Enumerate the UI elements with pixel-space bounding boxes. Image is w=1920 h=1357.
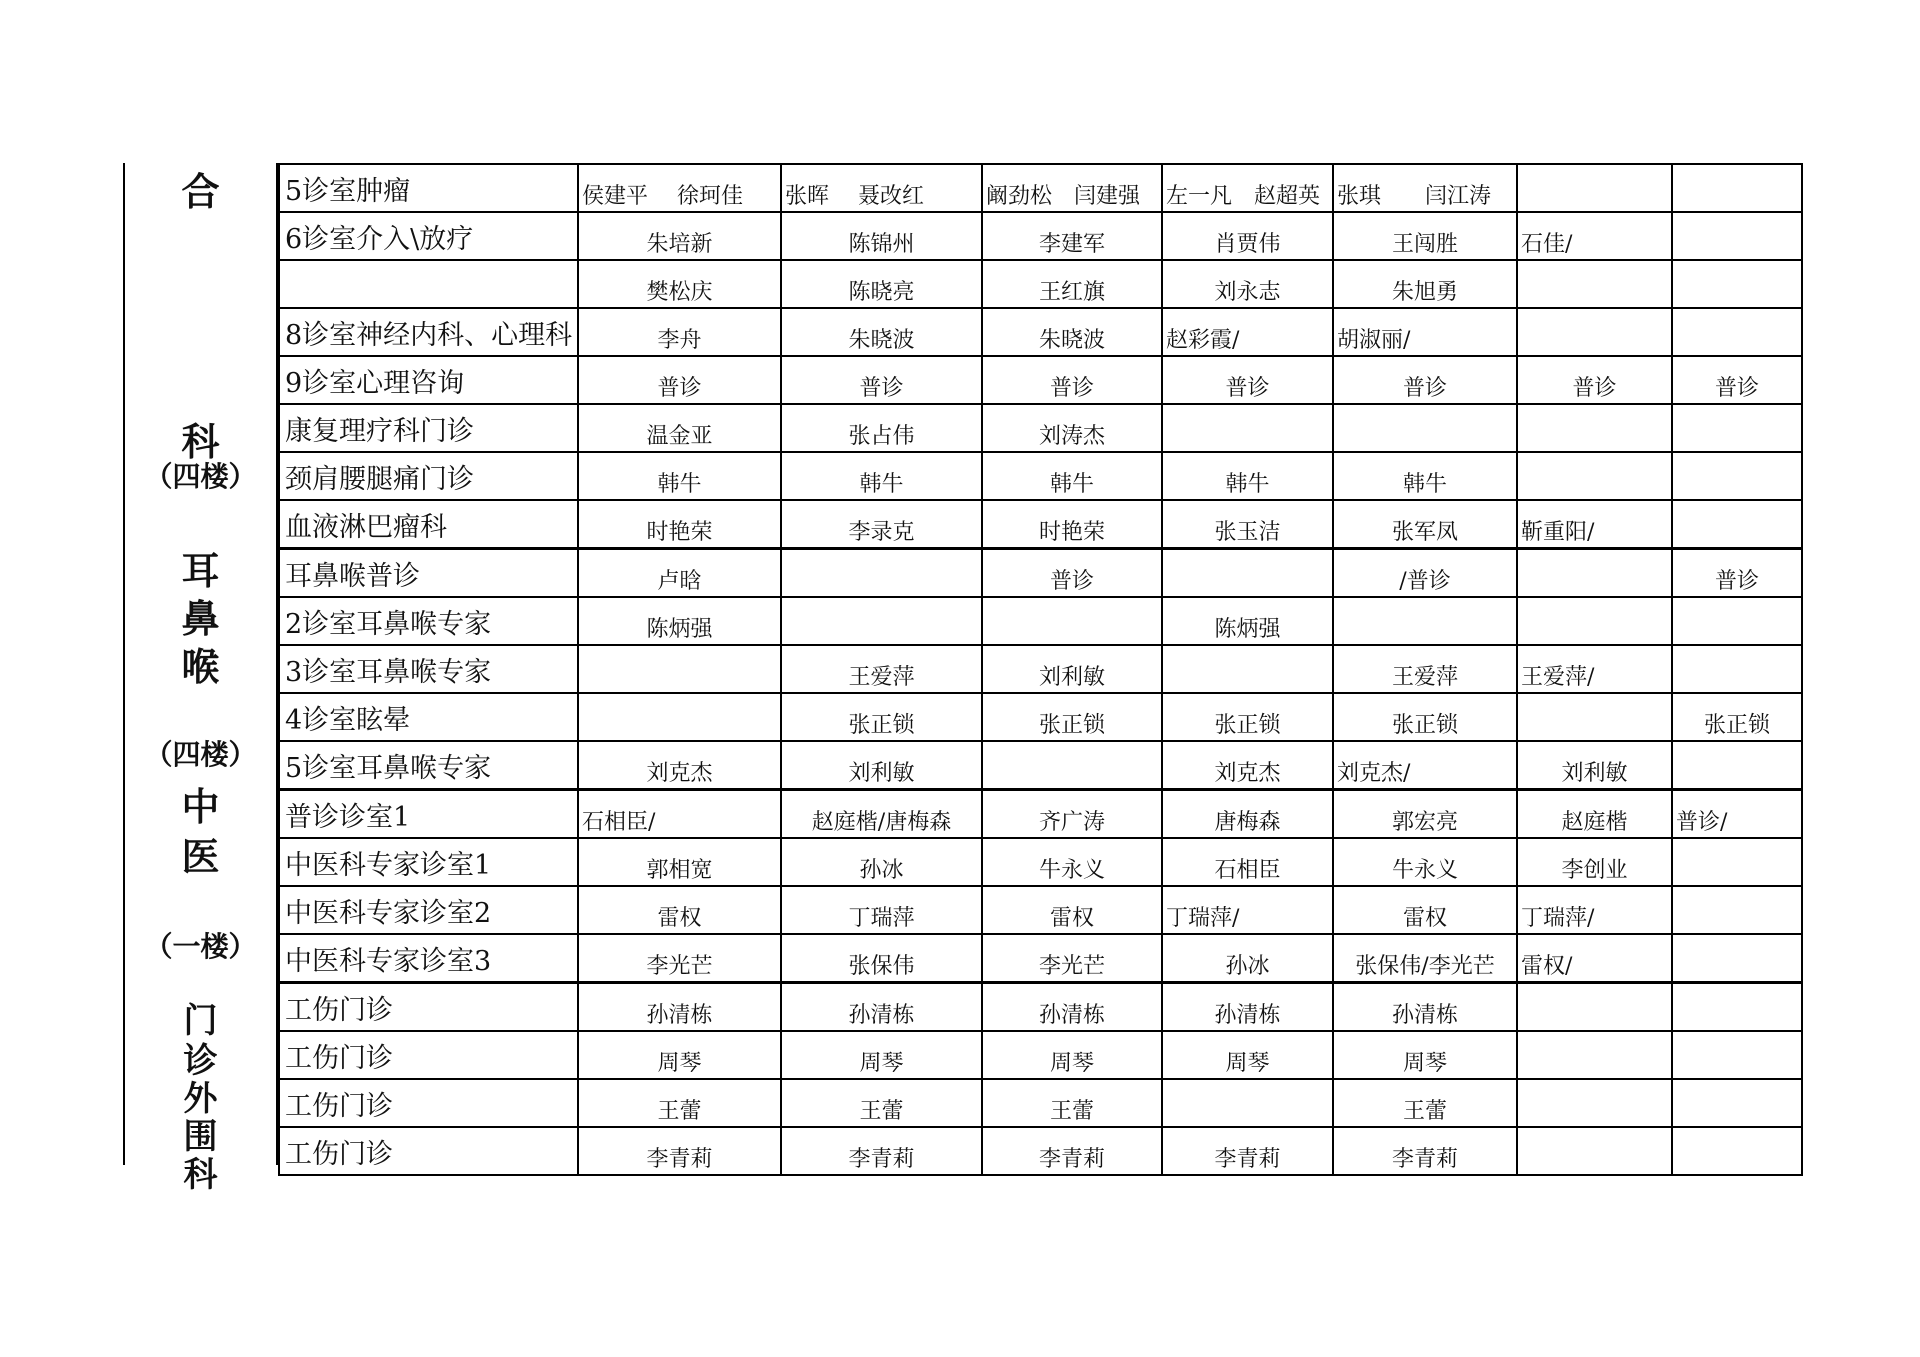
doctor-cell: 陈锦州 <box>781 212 982 260</box>
doctor-cell <box>1517 452 1672 500</box>
doctor-cell: 赵庭楷/唐梅森 <box>781 790 982 839</box>
clinic-name-cell: 9诊室心理咨询 <box>279 356 578 404</box>
dept-title-char: 科 <box>181 419 220 464</box>
table-row <box>279 693 1802 741</box>
doctor-cell: 靳重阳/ <box>1517 500 1672 549</box>
doctor-cell: 普诊 <box>578 356 781 404</box>
doctor-cell: 刘克杰/ <box>1333 741 1517 790</box>
dept-group-comprehensive <box>123 163 278 543</box>
doctor-cell: 张正锁 <box>1162 693 1333 741</box>
table-row <box>279 164 1802 212</box>
doctor-cell: 李青莉 <box>1333 1127 1517 1175</box>
doctor-cell: 温金亚 <box>578 404 781 452</box>
doctor-cell: 刘涛杰 <box>982 404 1162 452</box>
doctor-cell: 郭相宽 <box>578 838 781 886</box>
doctor-cell: 周琴 <box>1333 1031 1517 1079</box>
doctor-cell: 雷权 <box>1333 886 1517 934</box>
doctor-cell <box>781 597 982 645</box>
doctor-cell: 陈炳强 <box>578 597 781 645</box>
table-row <box>279 308 1802 356</box>
doctor-cell <box>1517 549 1672 598</box>
doctor-cell: 韩牛 <box>781 452 982 500</box>
doctor-cell: 李青莉 <box>1162 1127 1333 1175</box>
table-row <box>279 790 1802 839</box>
doctor-cell: 张玉洁 <box>1162 500 1333 549</box>
doctor-cell: 孙清栋 <box>982 983 1162 1032</box>
doctor-cell: 王闯胜 <box>1333 212 1517 260</box>
dept-group-ent <box>123 543 278 780</box>
doctor-cell: 普诊 <box>1333 356 1517 404</box>
doctor-cell: 普诊 <box>1162 356 1333 404</box>
doctor-cell: 刘永志 <box>1162 260 1333 308</box>
clinic-name-cell: 中医科专家诊室2 <box>279 886 578 934</box>
doctor-cell: 王蕾 <box>982 1079 1162 1127</box>
doctor-cell <box>1517 404 1672 452</box>
doctor-cell: 张正锁 <box>1672 693 1802 741</box>
doctor-cell <box>1672 838 1802 886</box>
doctor-cell <box>1672 452 1802 500</box>
table-row <box>279 212 1802 260</box>
doctor-cell: 雷权 <box>982 886 1162 934</box>
doctor-cell <box>1672 500 1802 549</box>
clinic-name-cell: 普诊诊室1 <box>279 790 578 839</box>
doctor-cell: 李光芒 <box>982 934 1162 983</box>
doctor-cell <box>1162 645 1333 693</box>
doctor-cell: 李青莉 <box>982 1127 1162 1175</box>
doctor-cell <box>1672 934 1802 983</box>
dept-title-char: 围 <box>183 1117 218 1157</box>
clinic-name-cell: 5诊室肿瘤 <box>279 164 578 212</box>
doctor-cell: 牛永义 <box>982 838 1162 886</box>
table-row <box>279 404 1802 452</box>
table-row <box>279 597 1802 645</box>
doctor-cell <box>578 693 781 741</box>
doctor-cell <box>1672 1127 1802 1175</box>
table-row <box>279 886 1802 934</box>
doctor-cell <box>1517 597 1672 645</box>
doctor-cell <box>1333 404 1517 452</box>
doctor-cell: 韩牛 <box>982 452 1162 500</box>
doctor-cell: 孙清栋 <box>1333 983 1517 1032</box>
doctor-cell: 侯建平 徐珂佳 <box>578 164 781 212</box>
dept-title-char: 鼻 <box>181 596 220 641</box>
doctor-cell: 王红旗 <box>982 260 1162 308</box>
doctor-cell: 时艳荣 <box>982 500 1162 549</box>
doctor-cell: 王爱萍 <box>1333 645 1517 693</box>
doctor-cell: 刘利敏 <box>1517 741 1672 790</box>
table-row <box>279 1031 1802 1079</box>
doctor-cell: 阚劲松 闫建强 <box>982 164 1162 212</box>
doctor-cell <box>1672 404 1802 452</box>
doctor-cell: 丁瑞萍 <box>781 886 982 934</box>
table-row <box>279 549 1802 598</box>
schedule-table-body <box>279 164 1802 1175</box>
clinic-name-cell: 8诊室神经内科、心理科 <box>279 308 578 356</box>
doctor-cell <box>1672 1031 1802 1079</box>
table-row <box>279 500 1802 549</box>
doctor-cell <box>982 597 1162 645</box>
doctor-cell: 王蕾 <box>781 1079 982 1127</box>
table-row <box>279 934 1802 983</box>
doctor-cell <box>1672 741 1802 790</box>
doctor-cell: 雷权 <box>578 886 781 934</box>
table-row <box>279 645 1802 693</box>
doctor-cell: 张正锁 <box>1333 693 1517 741</box>
doctor-cell: 郭宏亮 <box>1333 790 1517 839</box>
doctor-cell: 刘克杰 <box>1162 741 1333 790</box>
dept-title-char: 喉 <box>181 644 220 689</box>
table-row <box>279 983 1802 1032</box>
doctor-cell: 张正锁 <box>982 693 1162 741</box>
doctor-cell <box>1333 597 1517 645</box>
clinic-name-cell: 工伤门诊 <box>279 1127 578 1175</box>
table-row <box>279 741 1802 790</box>
dept-title-char: 外 <box>183 1079 218 1119</box>
doctor-cell: 赵庭楷 <box>1517 790 1672 839</box>
doctor-cell: 张正锁 <box>781 693 982 741</box>
doctor-cell <box>1517 1127 1672 1175</box>
doctor-cell: 王蕾 <box>578 1079 781 1127</box>
doctor-cell <box>1517 260 1672 308</box>
doctor-cell: 周琴 <box>781 1031 982 1079</box>
doctor-cell: 石佳/ <box>1517 212 1672 260</box>
doctor-cell <box>1672 164 1802 212</box>
doctor-cell: 丁瑞萍/ <box>1517 886 1672 934</box>
doctor-cell <box>1672 308 1802 356</box>
doctor-cell: 普诊 <box>1672 356 1802 404</box>
clinic-name-cell: 中医科专家诊室3 <box>279 934 578 983</box>
clinic-name-cell: 3诊室耳鼻喉专家 <box>279 645 578 693</box>
doctor-cell: 普诊/ <box>1672 790 1802 839</box>
doctor-cell: 肖贾伟 <box>1162 212 1333 260</box>
table-row <box>279 1127 1802 1175</box>
doctor-cell <box>982 741 1162 790</box>
doctor-cell: 王蕾 <box>1333 1079 1517 1127</box>
doctor-cell <box>1672 597 1802 645</box>
clinic-name-cell: 6诊室介入\放疗 <box>279 212 578 260</box>
doctor-cell: 陈晓亮 <box>781 260 982 308</box>
doctor-cell: 雷权/ <box>1517 934 1672 983</box>
dept-title-char: 耳 <box>181 548 220 593</box>
doctor-cell: 左一凡 赵超英 <box>1162 164 1333 212</box>
table-row <box>279 356 1802 404</box>
dept-title-char: 诊 <box>183 1041 218 1081</box>
doctor-cell: 牛永义 <box>1333 838 1517 886</box>
table-row <box>279 1079 1802 1127</box>
table-row <box>279 260 1802 308</box>
clinic-name-cell: 2诊室耳鼻喉专家 <box>279 597 578 645</box>
doctor-cell: 张琪 闫江涛 <box>1333 164 1517 212</box>
doctor-cell: 张占伟 <box>781 404 982 452</box>
clinic-name-cell: 工伤门诊 <box>279 1031 578 1079</box>
doctor-cell: 张军凤 <box>1333 500 1517 549</box>
doctor-cell: 卢晗 <box>578 549 781 598</box>
dept-title-char: 门 <box>183 1001 218 1041</box>
doctor-cell <box>1517 164 1672 212</box>
doctor-cell: 普诊 <box>1517 356 1672 404</box>
clinic-name-cell <box>279 260 578 308</box>
clinic-name-cell: 耳鼻喉普诊 <box>279 549 578 598</box>
doctor-cell <box>1672 886 1802 934</box>
doctor-cell <box>1672 1079 1802 1127</box>
doctor-cell: 周琴 <box>578 1031 781 1079</box>
doctor-cell: 周琴 <box>1162 1031 1333 1079</box>
table-row <box>279 838 1802 886</box>
doctor-cell <box>578 645 781 693</box>
doctor-cell <box>781 549 982 598</box>
doctor-cell: 朱晓波 <box>781 308 982 356</box>
doctor-cell: 普诊 <box>982 356 1162 404</box>
doctor-cell: 李青莉 <box>781 1127 982 1175</box>
doctor-cell <box>1517 1031 1672 1079</box>
doctor-cell: 普诊 <box>781 356 982 404</box>
doctor-cell: 刘克杰 <box>578 741 781 790</box>
dept-title-char: 医 <box>181 834 220 879</box>
dept-title-char: 合 <box>181 169 220 214</box>
doctor-cell: 韩牛 <box>578 452 781 500</box>
doctor-cell: 朱晓波 <box>982 308 1162 356</box>
doctor-cell: 李录克 <box>781 500 982 549</box>
dept-group-peripheral <box>123 975 278 1195</box>
dept-floor-label: （一楼） <box>144 930 257 963</box>
doctor-cell <box>1672 260 1802 308</box>
doctor-cell: 樊松庆 <box>578 260 781 308</box>
clinic-name-cell: 5诊室耳鼻喉专家 <box>279 741 578 790</box>
clinic-name-cell: 工伤门诊 <box>279 983 578 1032</box>
schedule-table <box>278 163 1803 1176</box>
doctor-cell: 李青莉 <box>578 1127 781 1175</box>
doctor-cell: 李创业 <box>1517 838 1672 886</box>
doctor-cell: 刘利敏 <box>982 645 1162 693</box>
doctor-cell: 孙清栋 <box>781 983 982 1032</box>
doctor-cell <box>1672 983 1802 1032</box>
doctor-cell: 孙冰 <box>1162 934 1333 983</box>
dept-title-char: 科 <box>183 1155 218 1195</box>
clinic-name-cell: 血液淋巴瘤科 <box>279 500 578 549</box>
doctor-cell: 朱培新 <box>578 212 781 260</box>
doctor-cell: 韩牛 <box>1162 452 1333 500</box>
doctor-cell: 刘利敏 <box>781 741 982 790</box>
doctor-cell: 普诊 <box>1672 549 1802 598</box>
doctor-cell: 王爱萍/ <box>1517 645 1672 693</box>
doctor-cell: 孙清栋 <box>1162 983 1333 1032</box>
clinic-name-cell: 中医科专家诊室1 <box>279 838 578 886</box>
doctor-cell <box>1672 645 1802 693</box>
doctor-cell: 韩牛 <box>1333 452 1517 500</box>
doctor-cell <box>1162 549 1333 598</box>
doctor-cell: 丁瑞萍/ <box>1162 886 1333 934</box>
doctor-cell: 李建军 <box>982 212 1162 260</box>
doctor-cell: 周琴 <box>982 1031 1162 1079</box>
doctor-cell: 陈炳强 <box>1162 597 1333 645</box>
dept-floor-label: （四楼） <box>144 738 257 771</box>
dept-title-char: 中 <box>181 784 220 829</box>
dept-group-tcm <box>123 780 278 975</box>
doctor-cell <box>1517 983 1672 1032</box>
doctor-cell: 普诊 <box>982 549 1162 598</box>
doctor-cell: 时艳荣 <box>578 500 781 549</box>
doctor-cell: 胡淑丽/ <box>1333 308 1517 356</box>
dept-floor-label: （四楼） <box>144 460 257 493</box>
doctor-cell: 石相臣/ <box>578 790 781 839</box>
doctor-cell: 李光芒 <box>578 934 781 983</box>
clinic-name-cell: 康复理疗科门诊 <box>279 404 578 452</box>
doctor-cell <box>1162 404 1333 452</box>
table-row <box>279 452 1802 500</box>
doctor-cell: 孙冰 <box>781 838 982 886</box>
doctor-cell: /普诊 <box>1333 549 1517 598</box>
doctor-cell: 李舟 <box>578 308 781 356</box>
doctor-cell: 张晖 聂改红 <box>781 164 982 212</box>
doctor-cell: 朱旭勇 <box>1333 260 1517 308</box>
doctor-cell <box>1162 1079 1333 1127</box>
doctor-cell: 王爱萍 <box>781 645 982 693</box>
doctor-cell: 张保伟/李光芒 <box>1333 934 1517 983</box>
doctor-cell: 唐梅森 <box>1162 790 1333 839</box>
doctor-cell <box>1672 212 1802 260</box>
doctor-cell <box>1517 1079 1672 1127</box>
clinic-name-cell: 工伤门诊 <box>279 1079 578 1127</box>
doctor-cell: 孙清栋 <box>578 983 781 1032</box>
doctor-cell: 张保伟 <box>781 934 982 983</box>
doctor-cell: 赵彩霞/ <box>1162 308 1333 356</box>
clinic-name-cell: 4诊室眩晕 <box>279 693 578 741</box>
doctor-cell <box>1517 308 1672 356</box>
doctor-cell <box>1517 693 1672 741</box>
doctor-cell: 齐广涛 <box>982 790 1162 839</box>
doctor-cell: 石相臣 <box>1162 838 1333 886</box>
clinic-name-cell: 颈肩腰腿痛门诊 <box>279 452 578 500</box>
